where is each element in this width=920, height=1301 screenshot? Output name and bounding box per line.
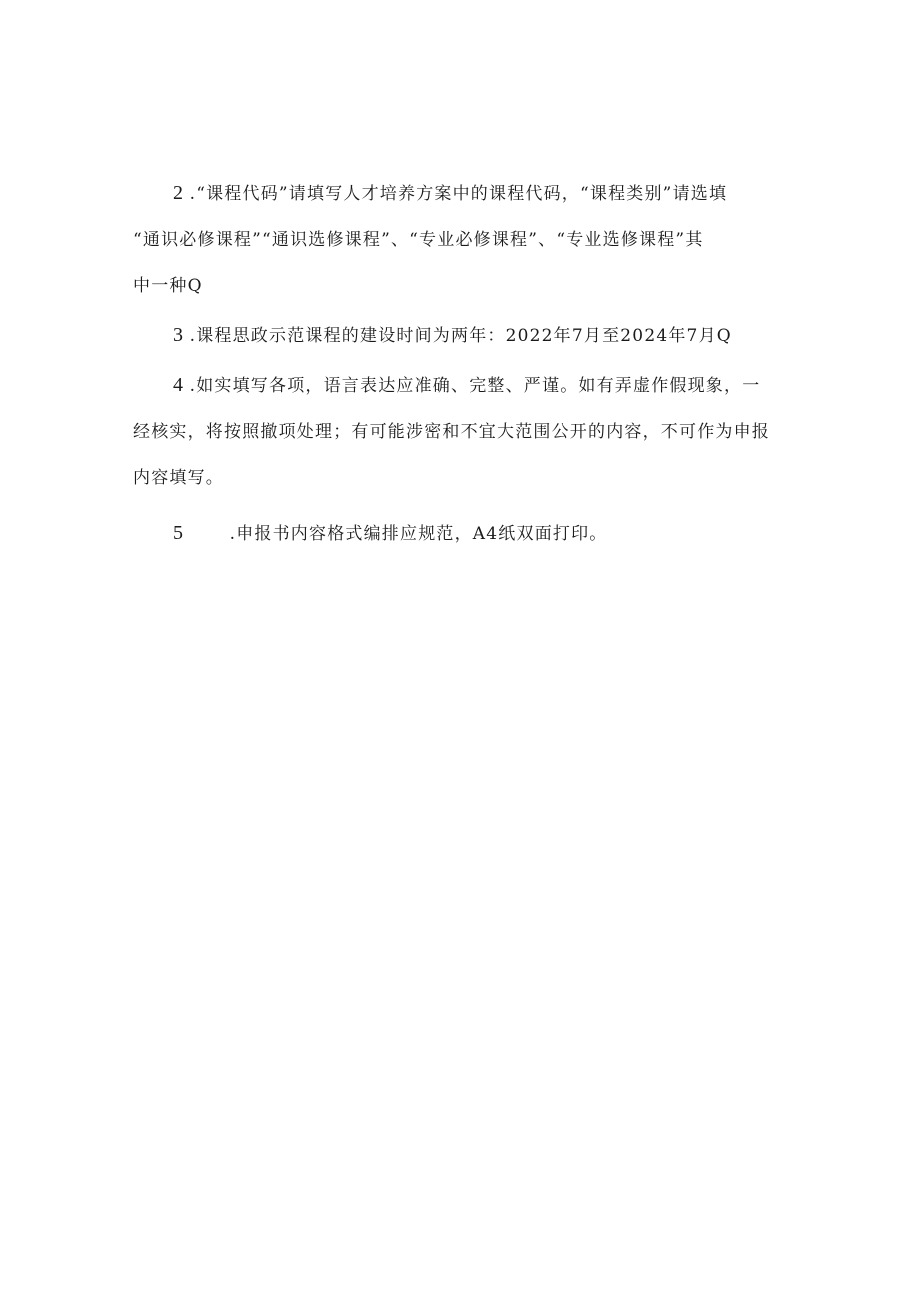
instruction-item-5 — [133, 510, 781, 557]
instruction-line: 经核实，将按照撤项处理；有可能涉密和不宜大范围公开的内容，不可作为申报 — [133, 422, 770, 442]
instruction-line — [133, 312, 781, 359]
instruction-item-3 — [133, 312, 781, 359]
instruction-line — [133, 362, 781, 409]
instruction-line — [133, 510, 781, 557]
item-text: .如实填写各项，语言表达应准确、完整、严谨。如有弄虚作假现象，一 — [183, 376, 761, 396]
instruction-item-2 — [133, 170, 781, 309]
instruction-line: “通识必修课程”“通识选修课程”、“专业必修课程”、“专业选修课程”其 — [133, 230, 704, 250]
instruction-line: 中一种Q — [133, 276, 203, 296]
instruction-line — [133, 170, 781, 217]
item-number: 4 — [173, 374, 183, 396]
item-number: 3 — [173, 324, 183, 346]
instruction-item-4 — [133, 362, 781, 501]
instruction-line: 内容填写。 — [133, 468, 224, 488]
item-number: 2 — [173, 182, 183, 204]
item-text: .“课程代码”请填写人才培养方案中的课程代码，“课程类别”请选填 — [183, 184, 728, 204]
item-number: 5 — [173, 522, 183, 544]
item-text: .申报书内容格式编排应规范，A4纸双面打印。 — [223, 524, 608, 544]
item-text: .课程思政示范课程的建设时间为两年：2022年7月至2024年7月Q — [183, 326, 732, 346]
